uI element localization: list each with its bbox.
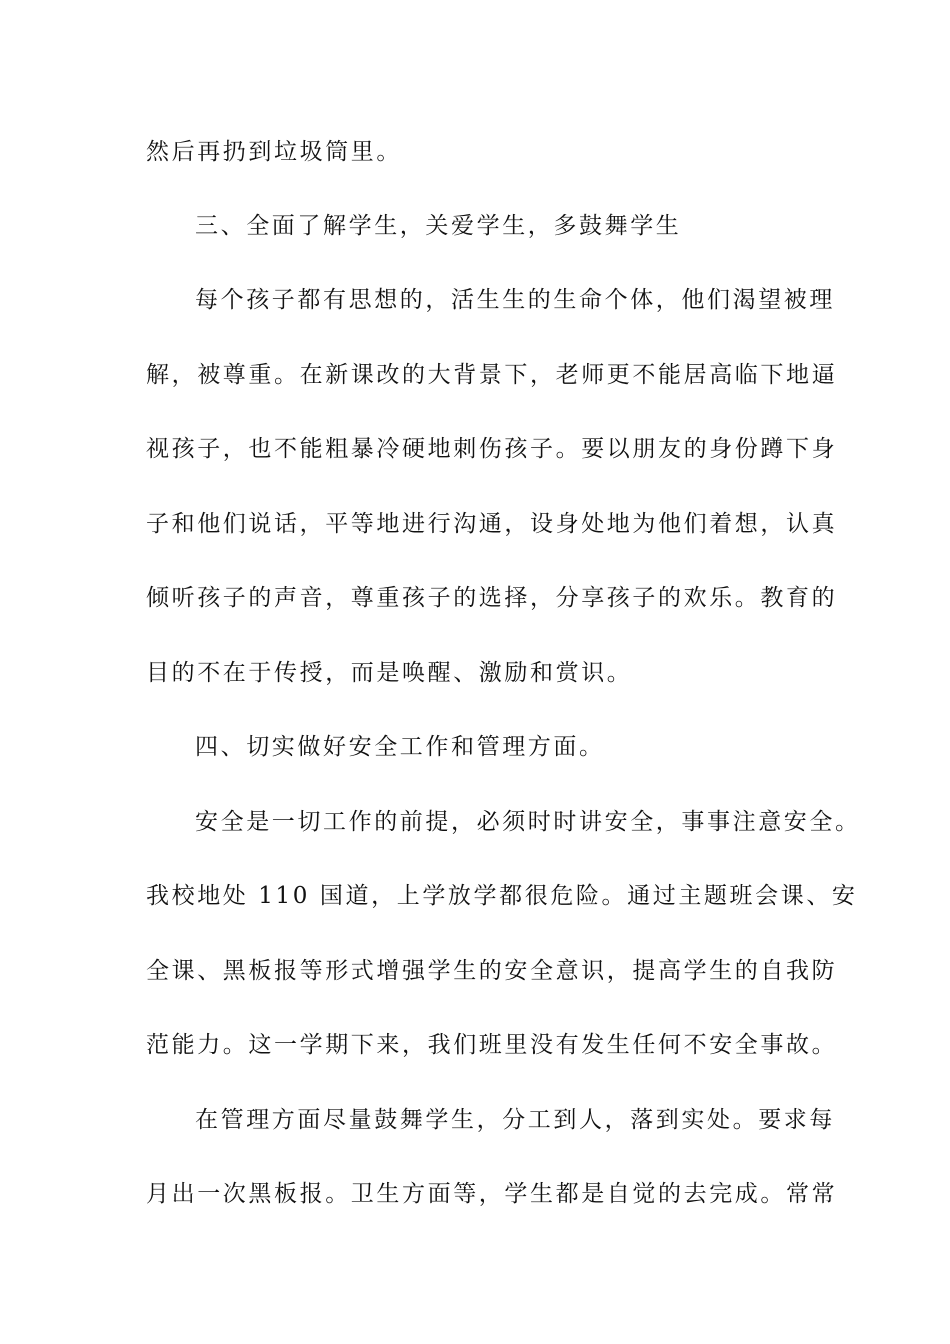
paragraph-line: 每个孩子都有思想的，活生生的生命个体，他们渴望被理 xyxy=(195,287,835,313)
section-heading: 三、全面了解学生，关爱学生，多鼓舞学生 xyxy=(195,213,682,239)
paragraph-line: 范能力。这一学期下来，我们班里没有发生任何不安全事故。 xyxy=(146,1032,838,1058)
paragraph-line: 子和他们说话，平等地进行沟通，设身处地为他们着想，认真 xyxy=(146,511,838,537)
paragraph-line: 目的不在于传授，而是唤醒、激励和赏识。 xyxy=(146,660,633,686)
paragraph-line: 在管理方面尽量鼓舞学生，分工到人，落到实处。要求每 xyxy=(195,1107,835,1133)
paragraph-line: 安全是一切工作的前提，必须时时讲安全，事事注意安全。 xyxy=(195,809,861,835)
section-heading: 四、切实做好安全工作和管理方面。 xyxy=(195,734,605,760)
paragraph-line: 解，被尊重。在新课改的大背景下，老师更不能居高临下地逼 xyxy=(146,362,838,388)
paragraph-line: 视孩子，也不能粗暴冷硬地刺伤孩子。要以朋友的身份蹲下身 xyxy=(146,436,838,462)
paragraph-line: 全课、黑板报等形式增强学生的安全意识，提高学生的自我防 xyxy=(146,958,838,984)
paragraph-line: 我校地处 110 国道，上学放学都很危险。通过主题班会课、安 xyxy=(146,883,858,909)
paragraph-line: 月出一次黑板报。卫生方面等，学生都是自觉的去完成。常常 xyxy=(146,1181,838,1207)
paragraph-line: 然后再扔到垃圾筒里。 xyxy=(146,139,402,165)
paragraph-line: 倾听孩子的声音，尊重孩子的选择，分享孩子的欢乐。教育的 xyxy=(146,585,838,611)
